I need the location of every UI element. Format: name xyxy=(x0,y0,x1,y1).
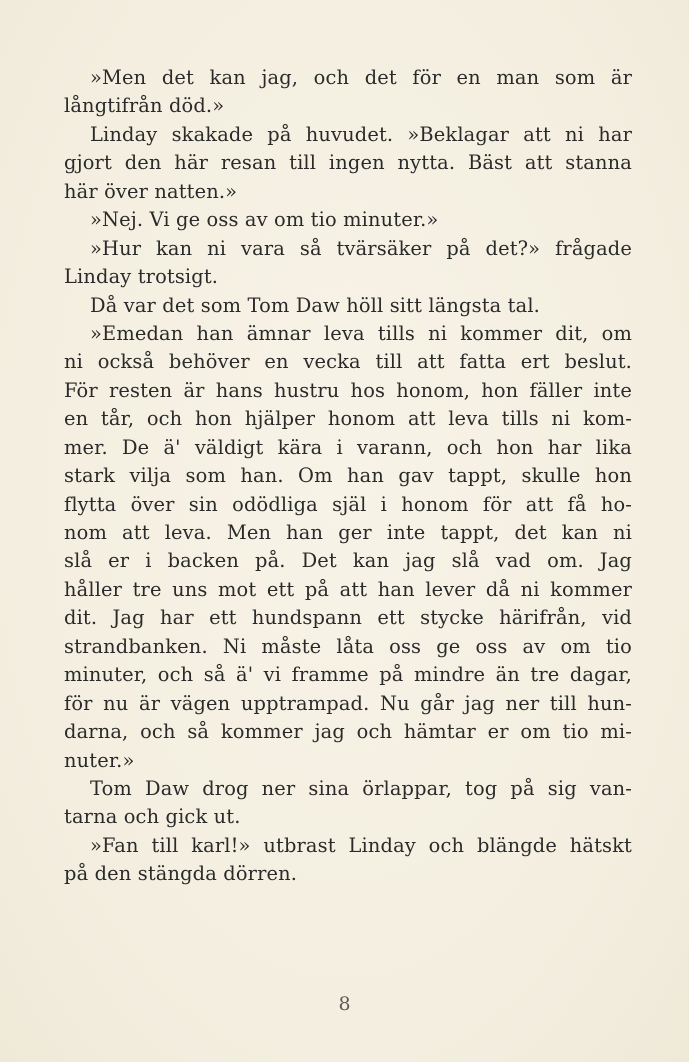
text-line: strandbanken. Ni måste låta oss ge oss av om tio xyxy=(64,634,632,658)
text-line: »Emedan han ämnar leva tills ni kommer dit, om xyxy=(90,321,632,345)
text-line: flytta över sin odödliga själ i honom för att få ho- xyxy=(64,492,632,516)
text-line: Då var det som Tom Daw höll sitt längsta tal. xyxy=(90,293,540,317)
text-line: slå er i backen på. Det kan jag slå vad om. Jag xyxy=(64,549,632,573)
text-line: mer. De ä' väldigt kära i varann, och hon har lika xyxy=(64,435,632,459)
text-line: nuter.» xyxy=(64,748,135,772)
text-line: gjort den här resan till ingen nytta. Bäst att stanna xyxy=(64,151,632,175)
text-line: ni också behöver en vecka till att fatta ert beslut. xyxy=(64,350,632,374)
text-line: på den stängda dörren. xyxy=(64,862,298,886)
text-line: »Men det kan jag, och det för en man som är xyxy=(90,66,632,89)
text-line: minuter, och så ä' vi framme på mindre än tre dagar, xyxy=(64,663,632,687)
page-number: 8 xyxy=(338,993,351,1015)
text-line: Linday trotsigt. xyxy=(64,265,219,289)
text-line: Tom Daw drog ner sina örlappar, tog på sig van- xyxy=(90,776,632,800)
text-line: här över natten.» xyxy=(64,179,238,203)
text-line: en tår, och hon hjälper honom att leva tills ni kom- xyxy=(64,407,632,431)
text-line: dit. Jag har ett hundspann ett stycke härifrån, vid xyxy=(64,606,632,630)
text-line: nom att leva. Men han ger inte tappt, det kan ni xyxy=(64,521,632,544)
text-line: Linday skakade på huvudet. »Beklagar att ni har xyxy=(90,122,632,146)
text-line: långtifrån död.» xyxy=(64,94,225,118)
text-line: »Fan till karl!» utbrast Linday och blängde hätskt xyxy=(90,833,632,857)
text-line: »Hur kan ni vara så tvärsäker på det?» frågade xyxy=(90,236,632,260)
text-line: håller tre uns mot ett på att han lever då ni kommer xyxy=(64,577,632,601)
text-line: stark vilja som han. Om han gav tappt, skulle hon xyxy=(64,464,632,488)
body-text xyxy=(64,64,632,889)
text-line: tarna och gick ut. xyxy=(64,805,241,829)
text-line: darna, och så kommer jag och hämtar er om tio mi- xyxy=(64,720,632,744)
text-line: för nu är vägen upptrampad. Nu går jag ner till hun- xyxy=(64,691,632,715)
text-line: För resten är hans hustru hos honom, hon fäller inte xyxy=(64,378,632,402)
text-line: »Nej. Vi ge oss av om tio minuter.» xyxy=(90,208,439,232)
